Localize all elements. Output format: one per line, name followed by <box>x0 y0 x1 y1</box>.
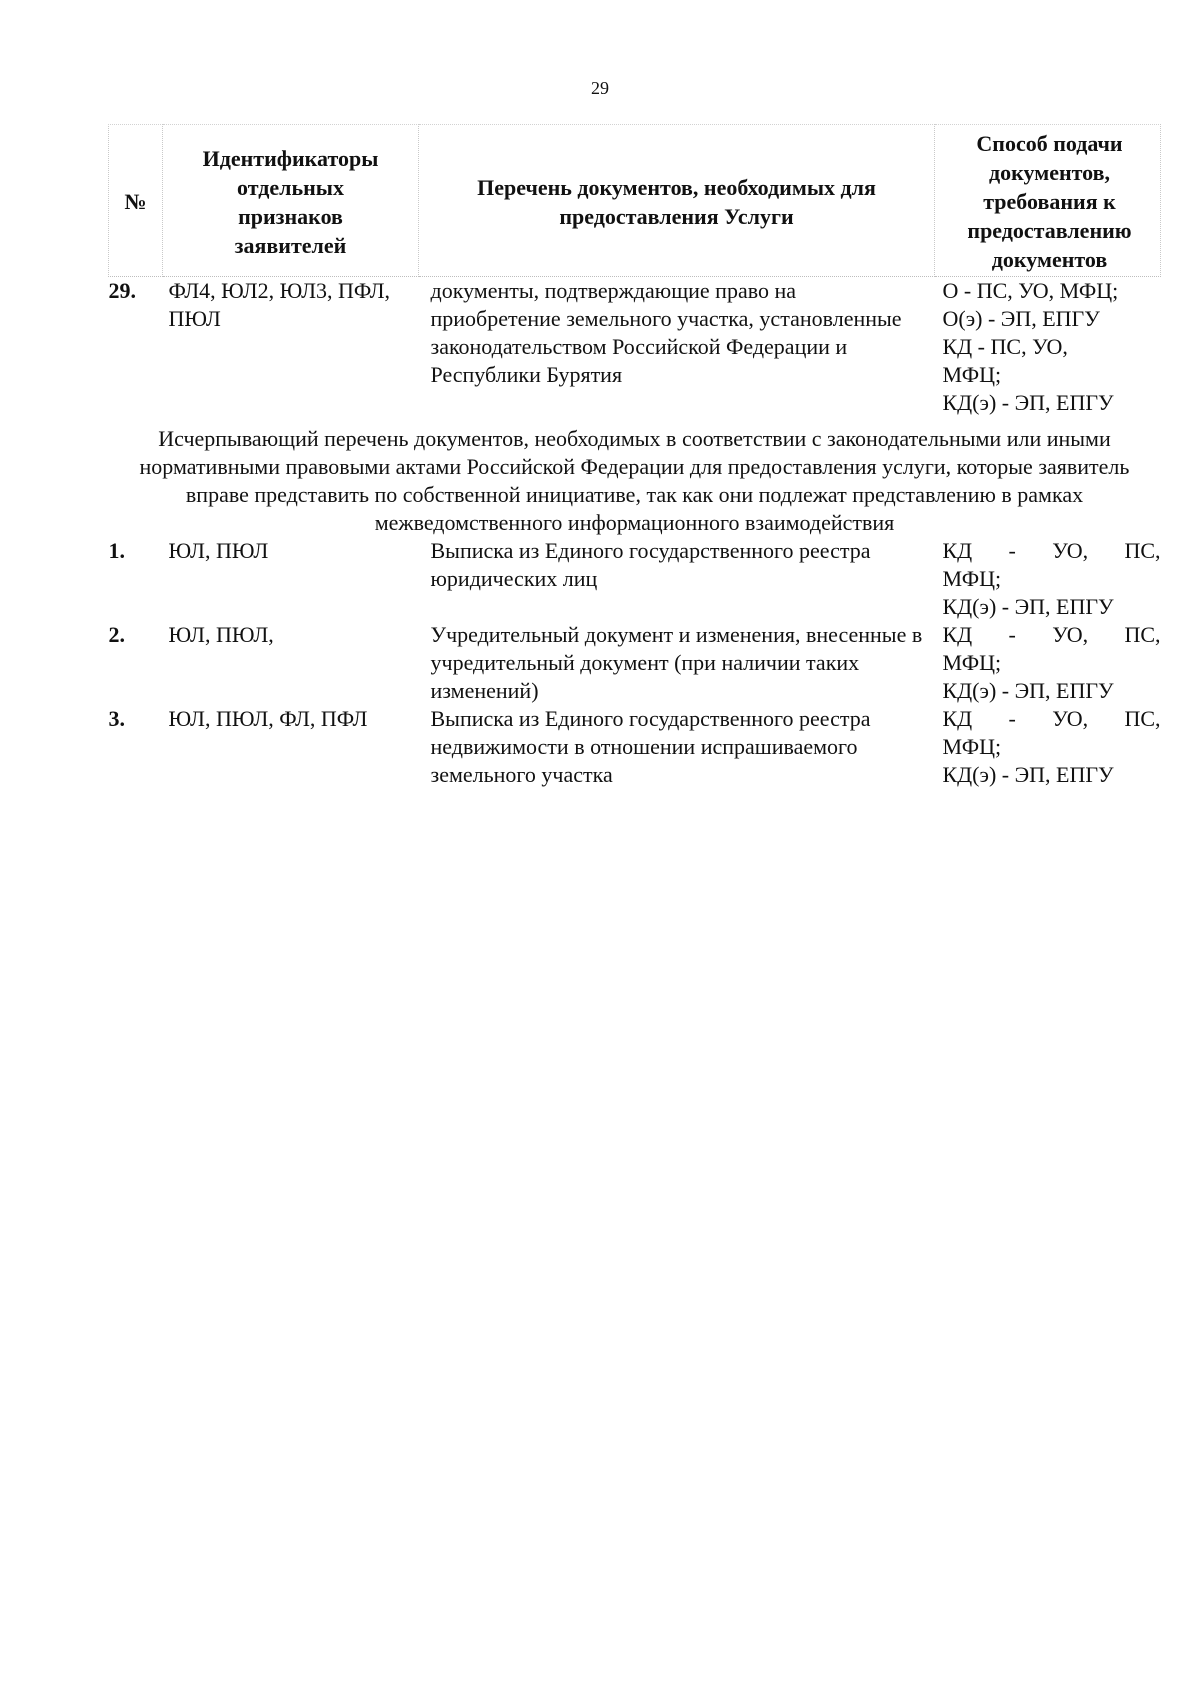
section-title: Исчерпывающий перечень документов, необходимых в соответствии с законодательными или иными нормативными правовыми актами Российской Федерации для предоставления услуги, которые заявитель вправе представить по собственной инициативе, так как они подлежат представлению в рамках межведомственного информационного взаимодействия <box>139 426 1130 535</box>
row-identifiers: ЮЛ, ПЮЛ, ФЛ, ПФЛ <box>168 706 368 731</box>
method-line: КД(э) - ЭП, ЕПГУ <box>942 762 1114 787</box>
method-line: КД(э) - ЭП, ЕПГУ <box>942 678 1114 703</box>
table-row <box>109 705 1161 789</box>
method-line: КД - ПС, УО, <box>942 334 1068 359</box>
table-row <box>109 537 1161 621</box>
row-documents: документы, подтверждающие право на приобретение земельного участка, установленные законодательством Российской Федерации и Республики Бурятия <box>430 278 902 387</box>
method-line: МФЦ; <box>942 734 1002 759</box>
method-line: О(э) - ЭП, ЕПГУ <box>942 306 1100 331</box>
row-number: 1. <box>108 538 125 563</box>
row-number: 2. <box>108 622 125 647</box>
row-method <box>935 277 1161 418</box>
section-heading-row <box>109 417 1161 537</box>
method-line: КД(э) - ЭП, ЕПГУ <box>942 390 1114 415</box>
row-number: 3. <box>108 706 125 731</box>
row-method <box>935 537 1161 621</box>
header-documents: Перечень документов, необходимых для предоставления Услуги <box>419 125 935 277</box>
method-line: МФЦ; <box>942 362 1002 387</box>
row-identifiers: ФЛ4, ЮЛ2, ЮЛ3, ПФЛ, ПЮЛ <box>168 278 391 331</box>
page-number: 29 <box>591 78 609 98</box>
table-row <box>109 277 1161 418</box>
row-documents: Учредительный документ и изменения, внесенные в учредительный документ (при наличии таких изменений) <box>430 622 923 703</box>
method-line: КД(э) - ЭП, ЕПГУ <box>942 594 1114 619</box>
row-identifiers: ЮЛ, ПЮЛ, <box>168 622 274 647</box>
row-identifiers: ЮЛ, ПЮЛ <box>168 538 269 563</box>
header-identifiers: Идентификаторы отдельных признаков заявителей <box>163 125 419 277</box>
row-number: 29. <box>108 278 136 303</box>
header-num: № <box>109 125 163 277</box>
method-line: КД - УО, ПС, <box>942 622 1161 647</box>
table-header <box>109 125 1161 277</box>
table-row <box>109 621 1161 705</box>
method-line: КД - УО, ПС, <box>942 538 1161 563</box>
method-line: МФЦ; <box>942 650 1002 675</box>
row-documents: Выписка из Единого государственного реестра недвижимости в отношении испрашиваемого земельного участка <box>430 706 871 787</box>
method-line: О - ПС, УО, МФЦ; <box>942 278 1119 303</box>
row-method <box>935 621 1161 705</box>
row-documents: Выписка из Единого государственного реестра юридических лиц <box>430 538 871 591</box>
method-line: МФЦ; <box>942 566 1002 591</box>
row-method <box>935 705 1161 789</box>
method-line: КД - УО, ПС, <box>942 706 1161 731</box>
header-method: Способ подачи документов, требования к предоставлению документов <box>935 125 1161 277</box>
documents-table <box>108 124 1161 789</box>
